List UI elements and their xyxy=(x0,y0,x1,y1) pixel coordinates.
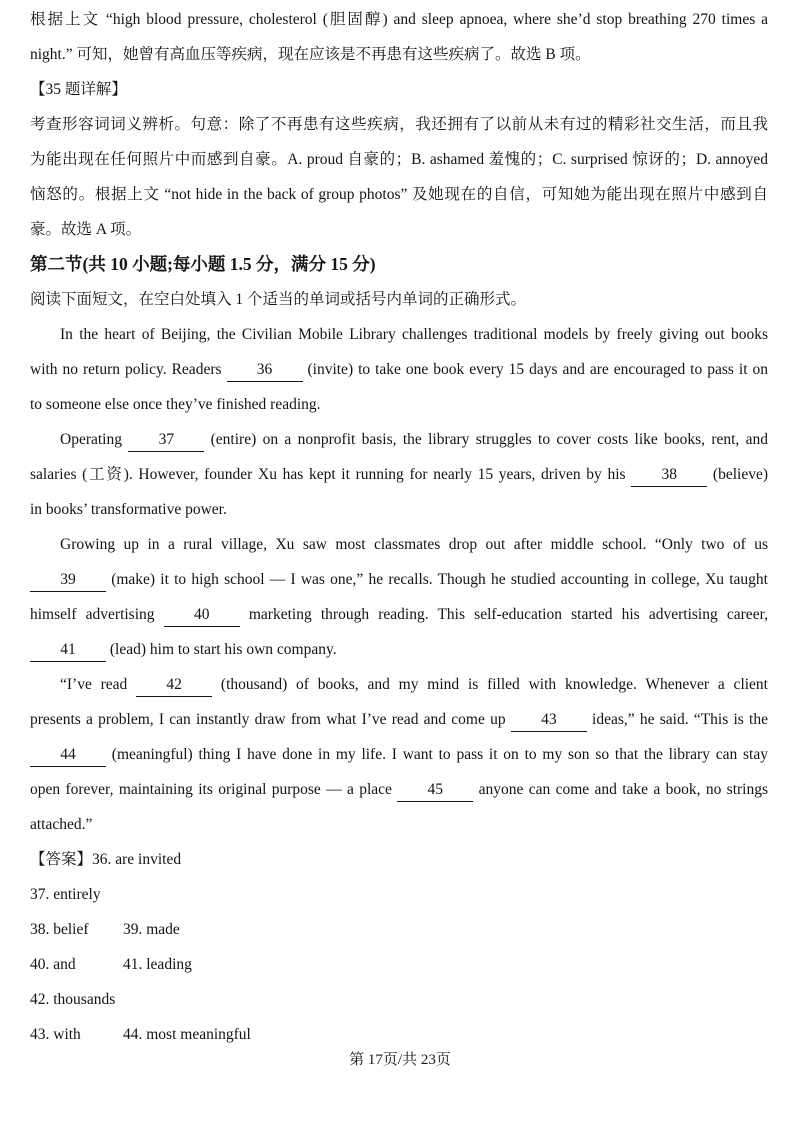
text-segment: 41. leading xyxy=(123,956,192,973)
answer-item: 38. belief xyxy=(30,921,89,938)
blank-underline-44: 44 xyxy=(30,743,106,767)
text-segment: Growing up in a rural village, Xu saw most classmates drop out after middle school. “Only two of us xyxy=(60,536,768,553)
text-segment: (make) it to high school — I was one,” he recalls. Though he studied accounting in college, Xu taught xyxy=(106,571,768,588)
answer-line-40-41 xyxy=(30,947,768,982)
text-segment: 阅读下面短文，在空白处填入 1 个适当的单词或括号内单词的正确形式。 xyxy=(30,291,527,308)
answer-line-37 xyxy=(30,877,768,912)
section-2-heading xyxy=(30,247,768,282)
passage-p4-line-5 xyxy=(30,807,768,842)
text-segment: “I’ve read xyxy=(60,676,137,693)
passage-p2-line-3 xyxy=(30,492,768,527)
blank-underline-45: 45 xyxy=(397,778,473,802)
passage-p1-line-1 xyxy=(30,317,768,352)
passage-p3-line-3 xyxy=(30,597,768,632)
text-segment: himself advertising xyxy=(30,606,164,623)
text-segment: 【35 题详解】 xyxy=(30,81,127,98)
text-segment: marketing through reading. This self-education started his advertising career, xyxy=(239,606,768,623)
passage-p3-line-4 xyxy=(30,632,768,667)
answer-item: 40. and xyxy=(30,956,76,973)
text-segment: 【答案】36. are invited xyxy=(30,851,182,868)
text-segment: anyone can come and take a book, no strings xyxy=(473,781,768,798)
blank-underline-43: 43 xyxy=(511,708,587,732)
text-segment: 为能出现在任何照片中而感到自豪。A. proud 自豪的；B. ashamed 羞愧的；C. surprised 惊讶的；D. annoyed xyxy=(30,151,768,168)
text-segment: presents a problem, I can instantly draw from what I’ve read and come up xyxy=(30,711,511,728)
text-segment: open forever, maintaining its original purpose — a place xyxy=(30,781,398,798)
analysis-q35-line-1 xyxy=(30,107,768,142)
blank-underline-42: 42 xyxy=(136,673,212,697)
text-segment: 豪。故选 A 项。 xyxy=(30,221,142,238)
text-segment: with no return policy. Readers xyxy=(30,361,227,378)
blank-underline-36: 36 xyxy=(227,358,303,382)
text-segment: to someone else once they’ve finished reading. xyxy=(30,396,321,413)
answers-heading-line xyxy=(30,842,768,877)
text-segment: (meaningful) thing I have done in my life. I want to pass it on to my son so that the library can stay xyxy=(106,746,768,763)
passage-p4-line-4 xyxy=(30,772,768,807)
text-segment: 44. most meaningful xyxy=(123,1026,251,1043)
analysis-q35-line-3 xyxy=(30,177,768,212)
blank-underline-38: 38 xyxy=(631,463,707,487)
text-segment: night.” 可知，她曾有高血压等疾病，现在应该是不再患有这些疾病了。故选 B 项。 xyxy=(30,46,591,63)
document-body xyxy=(30,2,768,1052)
text-segment: in books’ transformative power. xyxy=(30,501,227,518)
answer-line-38-39 xyxy=(30,912,768,947)
analysis-q35-line-2 xyxy=(30,142,768,177)
passage-p4-line-1 xyxy=(30,667,768,702)
text-segment: (believe) xyxy=(707,466,768,483)
text-segment: salaries (工资). However, founder Xu has kept it running for nearly 15 years, driven by his xyxy=(30,466,632,483)
passage-p4-line-2 xyxy=(30,702,768,737)
blank-underline-37: 37 xyxy=(128,428,204,452)
passage-p3-line-1 xyxy=(30,527,768,562)
text-segment: (lead) him to start his own company. xyxy=(106,641,337,658)
text-segment: ideas,” he said. “This is the xyxy=(586,711,768,728)
text-segment: attached.” xyxy=(30,816,93,833)
passage-p1-line-3 xyxy=(30,387,768,422)
text-segment: (invite) to take one book every 15 days and are encouraged to pass it on xyxy=(302,361,768,378)
passage-p2-line-2 xyxy=(30,457,768,492)
text-segment: (thousand) of books, and my mind is filled with knowledge. Whenever a client xyxy=(212,676,768,693)
analysis-q34-line-2 xyxy=(30,37,768,72)
passage-p1-line-2 xyxy=(30,352,768,387)
text-segment: 第二节(共 10 小题;每小题 1.5 分，满分 15 分) xyxy=(30,254,376,274)
passage-p2-line-1 xyxy=(30,422,768,457)
text-segment: 37. entirely xyxy=(30,886,101,903)
text-segment: 39. made xyxy=(123,921,180,938)
section-2-instructions xyxy=(30,282,768,317)
text-segment: 考查形容词词义辨析。句意：除了不再患有这些疾病，我还拥有了以前从未有过的精彩社交生活，而且我 xyxy=(30,116,768,133)
answer-line-42 xyxy=(30,982,768,1017)
passage-p4-line-3 xyxy=(30,737,768,772)
blank-underline-41: 41 xyxy=(30,638,106,662)
analysis-q35-line-4 xyxy=(30,212,768,247)
blank-underline-39: 39 xyxy=(30,568,106,592)
text-segment: 恼怒的。根据上文 “not hide in the back of group photos” 及她现在的自信，可知她为能出现在照片中感到自 xyxy=(30,186,768,203)
passage-p3-line-2 xyxy=(30,562,768,597)
analysis-q34-line-1 xyxy=(30,2,768,37)
text-segment: (entire) on a nonprofit basis, the library struggles to cover costs like books, rent, and xyxy=(204,431,768,448)
heading-q35-explanation xyxy=(30,72,768,107)
answer-item: 43. with xyxy=(30,1026,81,1043)
text-segment: Operating xyxy=(60,431,129,448)
blank-underline-40: 40 xyxy=(164,603,240,627)
page-footer: 第 17页/共 23页 xyxy=(349,1052,451,1068)
text-segment: 根据上文 “high blood pressure, cholesterol (胆固醇) and sleep apnoea, where she’d stop breathing 270 times a xyxy=(30,11,768,28)
text-segment: In the heart of Beijing, the Civilian Mobile Library challenges traditional models by freely giving out books xyxy=(60,326,768,343)
text-segment: 42. thousands xyxy=(30,991,116,1008)
